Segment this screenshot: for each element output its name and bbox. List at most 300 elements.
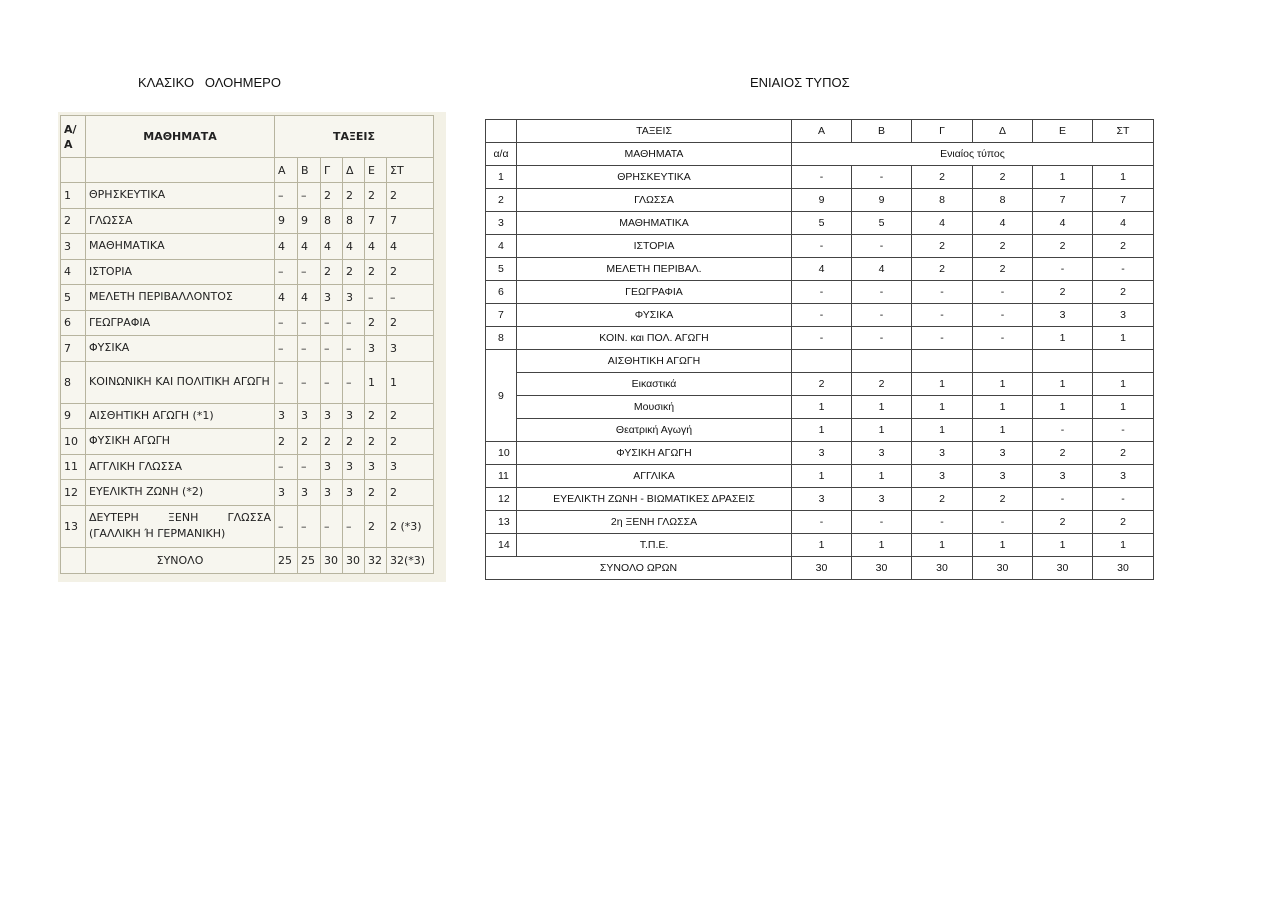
hours-cell: 1 <box>852 465 912 488</box>
hours-cell: 5 <box>792 212 852 235</box>
hours-cell: - <box>912 327 973 350</box>
table-row <box>486 419 1154 442</box>
hours-cell: 1 <box>973 373 1033 396</box>
hours-cell: 4 <box>1093 212 1154 235</box>
total-cell: 30 <box>792 557 852 580</box>
hours-cell: – <box>298 310 321 336</box>
hours-cell: - <box>1093 419 1154 442</box>
left-table-image <box>58 112 446 582</box>
hours-cell: 3 <box>792 488 852 511</box>
hours-cell: 2 <box>1093 235 1154 258</box>
hours-cell: – <box>275 310 298 336</box>
hours-cell: 1 <box>912 534 973 557</box>
class-label: ΣΤ <box>387 158 434 183</box>
row-number: 5 <box>486 258 517 281</box>
row-number: 10 <box>61 429 86 455</box>
class-label: Γ <box>912 120 973 143</box>
header-aa: Α/ Α <box>61 116 86 158</box>
hours-cell: 3 <box>1033 304 1093 327</box>
total-cell: 30 <box>973 557 1033 580</box>
class-label: Α <box>792 120 852 143</box>
hours-cell: 2 <box>365 310 387 336</box>
hours-cell: 3 <box>321 454 343 480</box>
subject-name: ΘΡΗΣΚΕΥΤΙΚΑ <box>86 183 275 209</box>
hours-cell: 1 <box>1093 327 1154 350</box>
table-row <box>61 336 434 362</box>
hours-cell: 3 <box>298 403 321 429</box>
hours-cell: 1 <box>1033 373 1093 396</box>
hours-cell: 3 <box>343 285 365 311</box>
total-cell: 30 <box>1093 557 1154 580</box>
hours-cell: - <box>792 327 852 350</box>
row-number: 12 <box>61 480 86 506</box>
header-empty <box>486 120 517 143</box>
right-table-title: ΕΝΙΑΙΟΣ ΤΥΠΟΣ <box>750 75 850 90</box>
row-number: 4 <box>61 259 86 285</box>
row-number: 8 <box>61 361 86 403</box>
hours-cell: 2 <box>343 429 365 455</box>
hours-cell: 9 <box>792 189 852 212</box>
hours-cell: – <box>321 505 343 547</box>
hours-cell: – <box>343 310 365 336</box>
table-row <box>61 480 434 506</box>
hours-cell <box>1033 350 1093 373</box>
hours-cell: 3 <box>387 336 434 362</box>
subject-name: ΦΥΣΙΚΑ <box>517 304 792 327</box>
hours-cell: - <box>1093 488 1154 511</box>
hours-cell: 4 <box>298 234 321 260</box>
hours-cell: 3 <box>973 442 1033 465</box>
hours-cell: - <box>852 281 912 304</box>
row-number: 1 <box>486 166 517 189</box>
hours-cell: - <box>852 166 912 189</box>
group-title: ΑΙΣΘΗΤΙΚΗ ΑΓΩΓΗ <box>517 350 792 373</box>
hours-cell: 3 <box>1033 465 1093 488</box>
row-number: 1 <box>61 183 86 209</box>
total-cell: 32(*3) <box>387 547 434 573</box>
hours-cell: - <box>1033 258 1093 281</box>
header-type: Ενιαίος τύπος <box>792 143 1154 166</box>
class-label: ΣΤ <box>1093 120 1154 143</box>
hours-cell: – <box>298 259 321 285</box>
class-label: Δ <box>343 158 365 183</box>
row-number: 14 <box>486 534 517 557</box>
row-number: 3 <box>61 234 86 260</box>
hours-cell: 1 <box>792 396 852 419</box>
hours-cell: 2 <box>792 373 852 396</box>
hours-cell: 9 <box>298 208 321 234</box>
hours-cell: - <box>792 511 852 534</box>
hours-cell: 3 <box>852 442 912 465</box>
hours-cell: - <box>792 304 852 327</box>
hours-cell: 2 <box>365 183 387 209</box>
hours-cell: – <box>343 505 365 547</box>
hours-cell: 2 <box>365 259 387 285</box>
table-row <box>61 259 434 285</box>
hours-cell <box>1093 350 1154 373</box>
total-cell: 30 <box>912 557 973 580</box>
subject-name: ΦΥΣΙΚΗ ΑΓΩΓΗ <box>517 442 792 465</box>
table-row <box>61 429 434 455</box>
hours-cell: – <box>321 361 343 403</box>
hours-cell: 8 <box>343 208 365 234</box>
subject-name: 2η ΞΕΝΗ ΓΛΩΣΣΑ <box>517 511 792 534</box>
hours-cell: 4 <box>973 212 1033 235</box>
hours-cell: 4 <box>298 285 321 311</box>
hours-cell: 2 <box>387 480 434 506</box>
hours-cell: 4 <box>852 258 912 281</box>
hours-cell: 7 <box>365 208 387 234</box>
row-number: 13 <box>61 505 86 547</box>
hours-cell: 1 <box>1093 396 1154 419</box>
hours-cell: 2 <box>387 429 434 455</box>
hours-cell: 3 <box>912 442 973 465</box>
hours-cell: 3 <box>298 480 321 506</box>
hours-cell: 1 <box>1033 327 1093 350</box>
hours-cell: 2 <box>365 505 387 547</box>
class-label: Ε <box>1033 120 1093 143</box>
hours-cell: - <box>912 281 973 304</box>
hours-cell: 8 <box>973 189 1033 212</box>
hours-cell: 1 <box>792 419 852 442</box>
row-number: 2 <box>486 189 517 212</box>
hours-cell: – <box>275 454 298 480</box>
hours-cell: 1 <box>792 534 852 557</box>
hours-cell: 2 <box>365 480 387 506</box>
hours-cell: – <box>321 336 343 362</box>
subject-name: Τ.Π.Ε. <box>517 534 792 557</box>
total-cell: 25 <box>298 547 321 573</box>
hours-cell: 4 <box>912 212 973 235</box>
row-number: 8 <box>486 327 517 350</box>
hours-cell: 1 <box>912 373 973 396</box>
subject-name: ΕΥΕΛΙΚΤΗ ΖΩΝΗ - ΒΙΩΜΑΤΙΚΕΣ ΔΡΑΣΕΙΣ <box>517 488 792 511</box>
hours-cell: 1 <box>1033 534 1093 557</box>
subject-name: ΦΥΣΙΚΑ <box>86 336 275 362</box>
hours-cell: 2 <box>1093 442 1154 465</box>
hours-cell: – <box>298 336 321 362</box>
table-row <box>486 327 1154 350</box>
hours-cell: 2 <box>321 259 343 285</box>
subject-name: ΚΟΙΝΩΝΙΚΗ ΚΑΙ ΠΟΛΙΤΙΚΗ ΑΓΩΓΗ <box>86 361 275 403</box>
subject-name: ΙΣΤΟΡΙΑ <box>517 235 792 258</box>
hours-cell: 3 <box>1093 465 1154 488</box>
hours-cell: 3 <box>321 480 343 506</box>
subject-name: ΘΡΗΣΚΕΥΤΙΚΑ <box>517 166 792 189</box>
hours-cell: 7 <box>1093 189 1154 212</box>
hours-cell: 3 <box>343 480 365 506</box>
hours-cell: 2 <box>973 166 1033 189</box>
hours-cell: 9 <box>275 208 298 234</box>
hours-cell: 2 <box>343 259 365 285</box>
row-number: 3 <box>486 212 517 235</box>
header-empty <box>86 158 275 183</box>
hours-cell: 2 <box>1033 511 1093 534</box>
table-row <box>486 442 1154 465</box>
hours-cell: 2 <box>1033 235 1093 258</box>
hours-cell: 2 <box>321 429 343 455</box>
class-label: Β <box>852 120 912 143</box>
hours-cell: 3 <box>365 454 387 480</box>
total-cell: 30 <box>343 547 365 573</box>
hours-cell: – <box>343 361 365 403</box>
left-table-title: ΚΛΑΣΙΚΟ ΟΛΟΗΜΕΡΟ <box>138 75 281 90</box>
hours-cell: 2 <box>387 310 434 336</box>
hours-cell: 1 <box>973 419 1033 442</box>
hours-cell: 3 <box>275 403 298 429</box>
row-number: 9 <box>486 350 517 442</box>
row-number: 12 <box>486 488 517 511</box>
subject-name: ΑΓΓΛΙΚΑ <box>517 465 792 488</box>
subject-name: ΓΕΩΓΡΑΦΙΑ <box>517 281 792 304</box>
hours-cell: – <box>275 259 298 285</box>
hours-cell: 1 <box>912 419 973 442</box>
hours-cell: 3 <box>973 465 1033 488</box>
row-number: 4 <box>486 235 517 258</box>
hours-cell: 4 <box>387 234 434 260</box>
hours-cell: 7 <box>1033 189 1093 212</box>
hours-cell: 2 <box>912 166 973 189</box>
hours-cell: 1 <box>365 361 387 403</box>
hours-cell: - <box>973 281 1033 304</box>
subject-name: ΜΑΘΗΜΑΤΙΚΑ <box>86 234 275 260</box>
hours-cell: 3 <box>343 403 365 429</box>
hours-cell: 2 <box>973 488 1033 511</box>
table-row <box>61 183 434 209</box>
class-label: Β <box>298 158 321 183</box>
hours-cell: 2 <box>912 235 973 258</box>
subject-name: ΓΛΩΣΣΑ <box>517 189 792 212</box>
total-row <box>61 547 434 573</box>
hours-cell: 2 <box>365 429 387 455</box>
hours-cell: 1 <box>973 534 1033 557</box>
hours-cell: 2 <box>1093 511 1154 534</box>
table-row <box>486 373 1154 396</box>
subject-name: Εικαστικά <box>517 373 792 396</box>
row-number: 2 <box>61 208 86 234</box>
hours-cell: - <box>1033 488 1093 511</box>
hours-cell: – <box>298 505 321 547</box>
table-row <box>486 258 1154 281</box>
subject-name: ΚΟΙΝ. και ΠΟΛ. ΑΓΩΓΗ <box>517 327 792 350</box>
hours-cell: – <box>275 336 298 362</box>
total-cell: 25 <box>275 547 298 573</box>
hours-cell: 2 <box>387 183 434 209</box>
subject-name: ΙΣΤΟΡΙΑ <box>86 259 275 285</box>
hours-cell: 3 <box>275 480 298 506</box>
hours-cell: 2 <box>365 403 387 429</box>
row-number: 7 <box>61 336 86 362</box>
hours-cell: - <box>1033 419 1093 442</box>
hours-cell: - <box>912 511 973 534</box>
hours-cell: 3 <box>343 454 365 480</box>
hours-cell: - <box>792 281 852 304</box>
hours-cell: 2 <box>973 258 1033 281</box>
hours-cell: 5 <box>852 212 912 235</box>
hours-cell: – <box>298 183 321 209</box>
subject-name: Θεατρική Αγωγή <box>517 419 792 442</box>
hours-cell: 1 <box>792 465 852 488</box>
hours-cell: 2 <box>298 429 321 455</box>
class-label: Ε <box>365 158 387 183</box>
table-row <box>61 361 434 403</box>
hours-cell: 4 <box>275 234 298 260</box>
table-row <box>486 511 1154 534</box>
row-number: 7 <box>486 304 517 327</box>
hours-cell: - <box>973 327 1033 350</box>
hours-cell: – <box>343 336 365 362</box>
subject-name: ΑΙΣΘΗΤΙΚΗ ΑΓΩΓΗ (*1) <box>86 403 275 429</box>
hours-cell: 2 <box>1033 281 1093 304</box>
hours-cell: – <box>298 454 321 480</box>
table-row <box>61 208 434 234</box>
subject-name: ΜΕΛΕΤΗ ΠΕΡΙΒΑΛΛΟΝΤΟΣ <box>86 285 275 311</box>
row-number: 11 <box>486 465 517 488</box>
hours-cell: - <box>852 304 912 327</box>
hours-cell: 3 <box>852 488 912 511</box>
hours-cell: 1 <box>1093 166 1154 189</box>
row-number: 13 <box>486 511 517 534</box>
hours-cell: - <box>792 235 852 258</box>
hours-cell: - <box>792 166 852 189</box>
hours-cell: - <box>1093 258 1154 281</box>
hours-cell: 2 <box>973 235 1033 258</box>
hours-cell: - <box>973 511 1033 534</box>
subject-name: ΓΛΩΣΣΑ <box>86 208 275 234</box>
row-number: 9 <box>61 403 86 429</box>
table-row <box>61 454 434 480</box>
hours-cell: – <box>275 361 298 403</box>
hours-cell: 4 <box>792 258 852 281</box>
total-label: ΣΥΝΟΛΟ <box>86 547 275 573</box>
hours-cell: 1 <box>1033 166 1093 189</box>
hours-cell: 8 <box>912 189 973 212</box>
hours-cell <box>852 350 912 373</box>
header-empty <box>61 158 86 183</box>
table-row <box>61 285 434 311</box>
hours-cell: – <box>275 183 298 209</box>
total-cell: 30 <box>1033 557 1093 580</box>
table-row <box>61 403 434 429</box>
hours-cell: 3 <box>365 336 387 362</box>
hours-cell: 2 <box>387 259 434 285</box>
table-row <box>486 212 1154 235</box>
table-row <box>486 235 1154 258</box>
hours-cell <box>912 350 973 373</box>
hours-cell: 2 <box>275 429 298 455</box>
table-row <box>486 534 1154 557</box>
subject-name: ΑΓΓΛΙΚΗ ΓΛΩΣΣΑ <box>86 454 275 480</box>
hours-cell: – <box>321 310 343 336</box>
total-label: ΣΥΝΟΛΟ ΩΡΩΝ <box>486 557 792 580</box>
hours-cell <box>973 350 1033 373</box>
hours-cell: 1 <box>852 396 912 419</box>
table-row <box>486 488 1154 511</box>
hours-cell: 3 <box>1093 304 1154 327</box>
hours-cell: 4 <box>365 234 387 260</box>
hours-cell: 4 <box>275 285 298 311</box>
hours-cell: – <box>275 505 298 547</box>
subject-name: Μουσική <box>517 396 792 419</box>
class-label: Γ <box>321 158 343 183</box>
row-number: 10 <box>486 442 517 465</box>
table-row <box>61 234 434 260</box>
table-row <box>486 304 1154 327</box>
header-subjects: ΜΑΘΗΜΑΤΑ <box>86 116 275 158</box>
header-classes: ΤΑΞΕΙΣ <box>275 116 434 158</box>
total-cell: 30 <box>321 547 343 573</box>
hours-cell: - <box>852 327 912 350</box>
hours-cell: 2 <box>1033 442 1093 465</box>
hours-cell: - <box>852 235 912 258</box>
hours-cell: 1 <box>912 396 973 419</box>
total-empty <box>61 547 86 573</box>
hours-cell: – <box>365 285 387 311</box>
hours-cell: 4 <box>343 234 365 260</box>
hours-cell: 3 <box>387 454 434 480</box>
hours-cell: - <box>912 304 973 327</box>
hours-cell: 2 <box>343 183 365 209</box>
header-aa: α/α <box>486 143 517 166</box>
hours-cell: 1 <box>387 361 434 403</box>
hours-cell: 2 (*3) <box>387 505 434 547</box>
class-label: Α <box>275 158 298 183</box>
hours-cell: - <box>973 304 1033 327</box>
hours-cell: 1 <box>1093 373 1154 396</box>
subject-name: ΔΕΥΤΕΡΗ ΞΕΝΗ ΓΛΩΣΣΑ (ΓΑΛΛΙΚΗ Ή ΓΕΡΜΑΝΙΚΗ) <box>86 505 275 547</box>
row-number: 11 <box>61 454 86 480</box>
row-number: 6 <box>61 310 86 336</box>
hours-cell: 2 <box>852 373 912 396</box>
class-label: Δ <box>973 120 1033 143</box>
subject-name: ΕΥΕΛΙΚΤΗ ΖΩΝΗ (*2) <box>86 480 275 506</box>
total-row <box>486 557 1154 580</box>
hours-cell: – <box>298 361 321 403</box>
hours-cell: - <box>852 511 912 534</box>
hours-cell: 9 <box>852 189 912 212</box>
table-row <box>486 465 1154 488</box>
total-cell: 30 <box>852 557 912 580</box>
table-row <box>486 281 1154 304</box>
table-row <box>486 396 1154 419</box>
classic-schedule-table <box>60 115 434 574</box>
row-number: 6 <box>486 281 517 304</box>
total-cell: 32 <box>365 547 387 573</box>
row-number: 5 <box>61 285 86 311</box>
subject-name: ΦΥΣΙΚΗ ΑΓΩΓΗ <box>86 429 275 455</box>
header-subjects: ΜΑΘΗΜΑΤΑ <box>517 143 792 166</box>
header-classes: ΤΑΞΕΙΣ <box>517 120 792 143</box>
hours-cell: 3 <box>321 403 343 429</box>
table-row <box>486 166 1154 189</box>
hours-cell <box>792 350 852 373</box>
subject-name: ΜΑΘΗΜΑΤΙΚΑ <box>517 212 792 235</box>
hours-cell: 2 <box>387 403 434 429</box>
hours-cell: 3 <box>321 285 343 311</box>
hours-cell: 1 <box>852 534 912 557</box>
hours-cell: 7 <box>387 208 434 234</box>
table-row <box>486 189 1154 212</box>
hours-cell: 4 <box>1033 212 1093 235</box>
hours-cell: 2 <box>912 488 973 511</box>
unified-schedule-table <box>485 119 1154 580</box>
table-row <box>61 505 434 547</box>
hours-cell: 3 <box>912 465 973 488</box>
hours-cell: – <box>387 285 434 311</box>
hours-cell: 3 <box>792 442 852 465</box>
hours-cell: 1 <box>1093 534 1154 557</box>
hours-cell: 1 <box>973 396 1033 419</box>
